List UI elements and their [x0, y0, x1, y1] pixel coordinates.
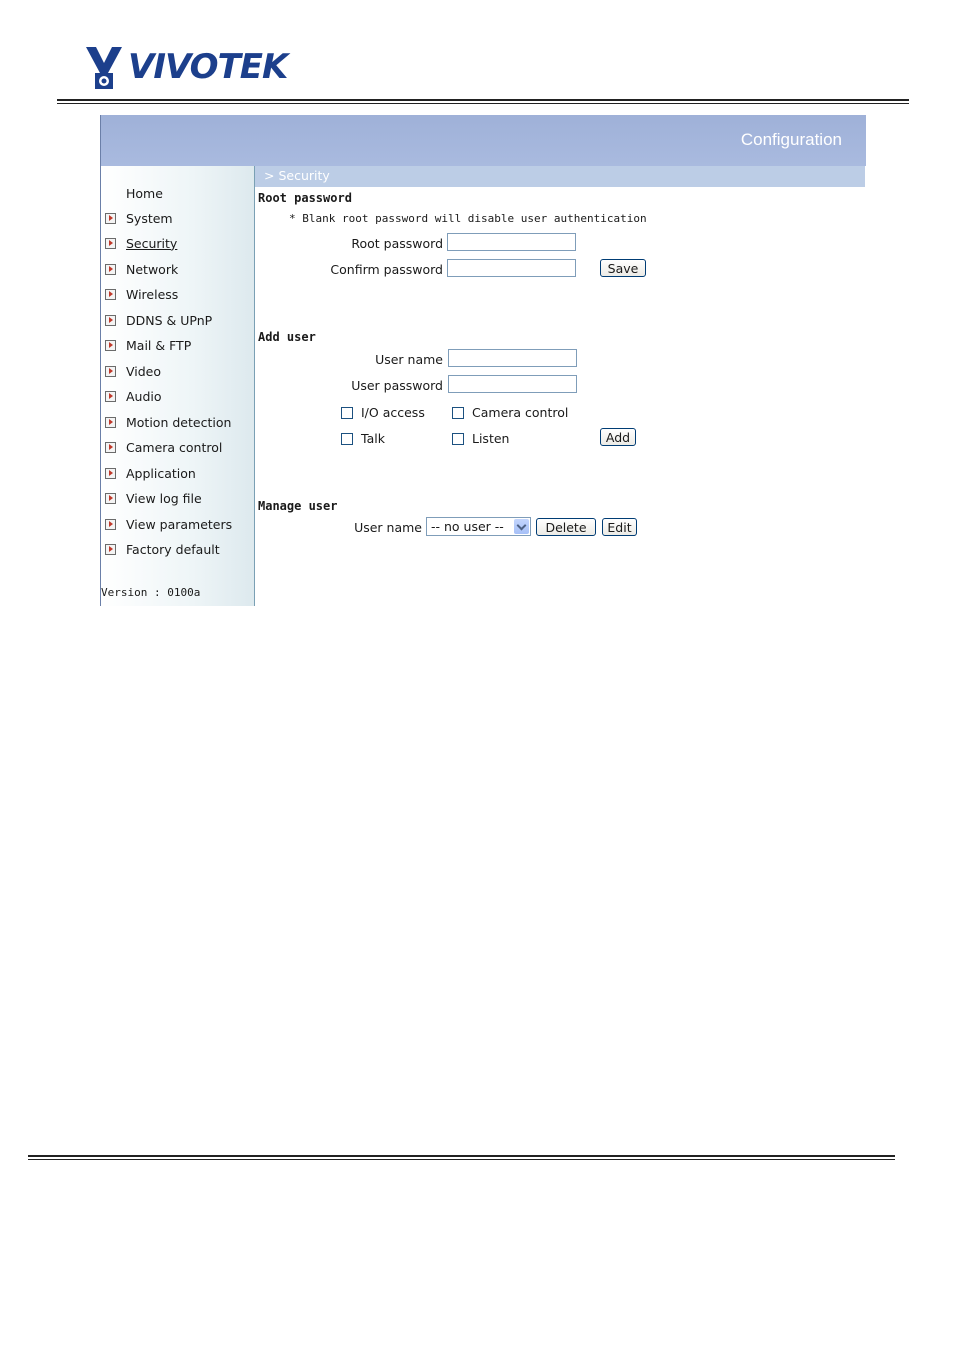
listen-option[interactable] — [452, 431, 509, 446]
sidebar-item-view-parameters[interactable] — [105, 514, 232, 534]
header-rule-thin — [57, 103, 909, 104]
sidebar-item-label: System — [126, 210, 173, 226]
root-password-title: Root password — [258, 191, 352, 205]
sidebar-item-label: View parameters — [126, 516, 233, 532]
sidebar-item-label: Factory default — [126, 541, 220, 557]
arrow-right-icon — [105, 213, 116, 224]
arrow-right-icon — [105, 391, 116, 402]
vivotek-camera-icon — [84, 43, 124, 91]
arrow-right-icon — [105, 264, 116, 275]
camera-control-option[interactable] — [452, 405, 568, 420]
sidebar — [100, 166, 255, 606]
add-password-label: User password — [351, 378, 443, 393]
header-rule — [57, 99, 909, 101]
arrow-right-icon — [105, 289, 116, 300]
sidebar-item-label: DDNS & UPnP — [126, 312, 213, 328]
sidebar-item-label: Home — [126, 185, 163, 201]
breadcrumb-text: > Security — [264, 168, 330, 183]
delete-user-button[interactable]: Delete — [536, 518, 596, 536]
sidebar-item-security[interactable] — [105, 233, 177, 253]
listen-checkbox[interactable] — [452, 433, 464, 445]
config-banner — [100, 115, 866, 166]
arrow-right-icon — [105, 417, 116, 428]
sidebar-item-label: View log file — [126, 490, 202, 506]
arrow-right-icon — [105, 238, 116, 249]
sidebar-item-wireless[interactable] — [105, 284, 178, 304]
save-button[interactable]: Save — [600, 259, 646, 277]
sidebar-item-label: Security — [126, 235, 178, 251]
sidebar-item-audio[interactable] — [105, 386, 162, 406]
arrow-right-icon — [105, 340, 116, 351]
vivotek-logo — [84, 42, 287, 92]
sidebar-item-label: Network — [126, 261, 179, 277]
add-username-label: User name — [375, 352, 443, 367]
io-access-checkbox[interactable] — [341, 407, 353, 419]
sidebar-item-application[interactable] — [105, 463, 196, 483]
breadcrumb — [255, 166, 865, 187]
arrow-right-icon — [105, 315, 116, 326]
sidebar-item-label: Application — [126, 465, 196, 481]
listen-label: Listen — [472, 431, 510, 446]
sidebar-item-camera-control[interactable] — [105, 437, 222, 457]
user-select-value: -- no user -- — [431, 519, 504, 534]
sidebar-item-label: Motion detection — [126, 414, 232, 430]
camera-control-checkbox[interactable] — [452, 407, 464, 419]
arrow-right-icon — [105, 493, 116, 504]
io-access-label: I/O access — [361, 405, 425, 420]
add-password-input[interactable] — [448, 375, 577, 393]
logo-text: VIVOTEK — [128, 47, 288, 87]
sidebar-item-motion-detection[interactable] — [105, 412, 231, 432]
manage-user-title: Manage user — [258, 499, 338, 513]
add-user-button[interactable]: Add — [600, 428, 636, 446]
sidebar-item-label: Wireless — [126, 286, 179, 302]
sidebar-item-factory-default[interactable] — [105, 539, 220, 559]
camera-control-label: Camera control — [472, 405, 569, 420]
arrow-right-icon — [105, 544, 116, 555]
root-password-note: * Blank root password will disable user authentication — [289, 212, 647, 225]
configuration-frame — [100, 115, 865, 605]
talk-checkbox[interactable] — [341, 433, 353, 445]
page-title: Configuration — [740, 130, 842, 149]
root-password-input[interactable] — [447, 233, 576, 251]
confirm-password-input[interactable] — [447, 259, 576, 277]
sidebar-item-view-log-file[interactable] — [105, 488, 202, 508]
arrow-right-icon — [105, 366, 116, 377]
root-password-label: Root password — [351, 236, 443, 251]
sidebar-item-ddns-upnp[interactable] — [105, 310, 212, 330]
manage-username-label: User name — [354, 520, 422, 535]
version-text: Version : 0100a — [101, 586, 201, 599]
arrow-right-icon — [105, 442, 116, 453]
sidebar-item-network[interactable] — [105, 259, 178, 279]
sidebar-item-label: Audio — [126, 388, 162, 404]
sidebar-item-system[interactable] — [105, 208, 173, 228]
sidebar-item-label: Video — [126, 363, 162, 379]
io-access-option[interactable] — [341, 405, 425, 420]
edit-user-button[interactable]: Edit — [602, 518, 637, 536]
chevron-down-icon[interactable] — [514, 519, 529, 534]
talk-label: Talk — [361, 431, 385, 446]
sidebar-item-label: Mail & FTP — [126, 337, 192, 353]
sidebar-item-video[interactable] — [105, 361, 161, 381]
arrow-right-icon — [105, 519, 116, 530]
add-username-input[interactable] — [448, 349, 577, 367]
arrow-right-icon — [105, 468, 116, 479]
talk-option[interactable] — [341, 431, 385, 446]
footer-rule-thin — [28, 1159, 895, 1160]
footer-rule — [28, 1155, 895, 1157]
security-content — [255, 187, 865, 607]
sidebar-item-label: Camera control — [126, 439, 223, 455]
sidebar-item-home[interactable] — [126, 183, 163, 203]
add-user-title: Add user — [258, 330, 316, 344]
user-select[interactable] — [426, 517, 531, 536]
confirm-password-label: Confirm password — [330, 262, 443, 277]
sidebar-item-mail-ftp[interactable] — [105, 335, 191, 355]
